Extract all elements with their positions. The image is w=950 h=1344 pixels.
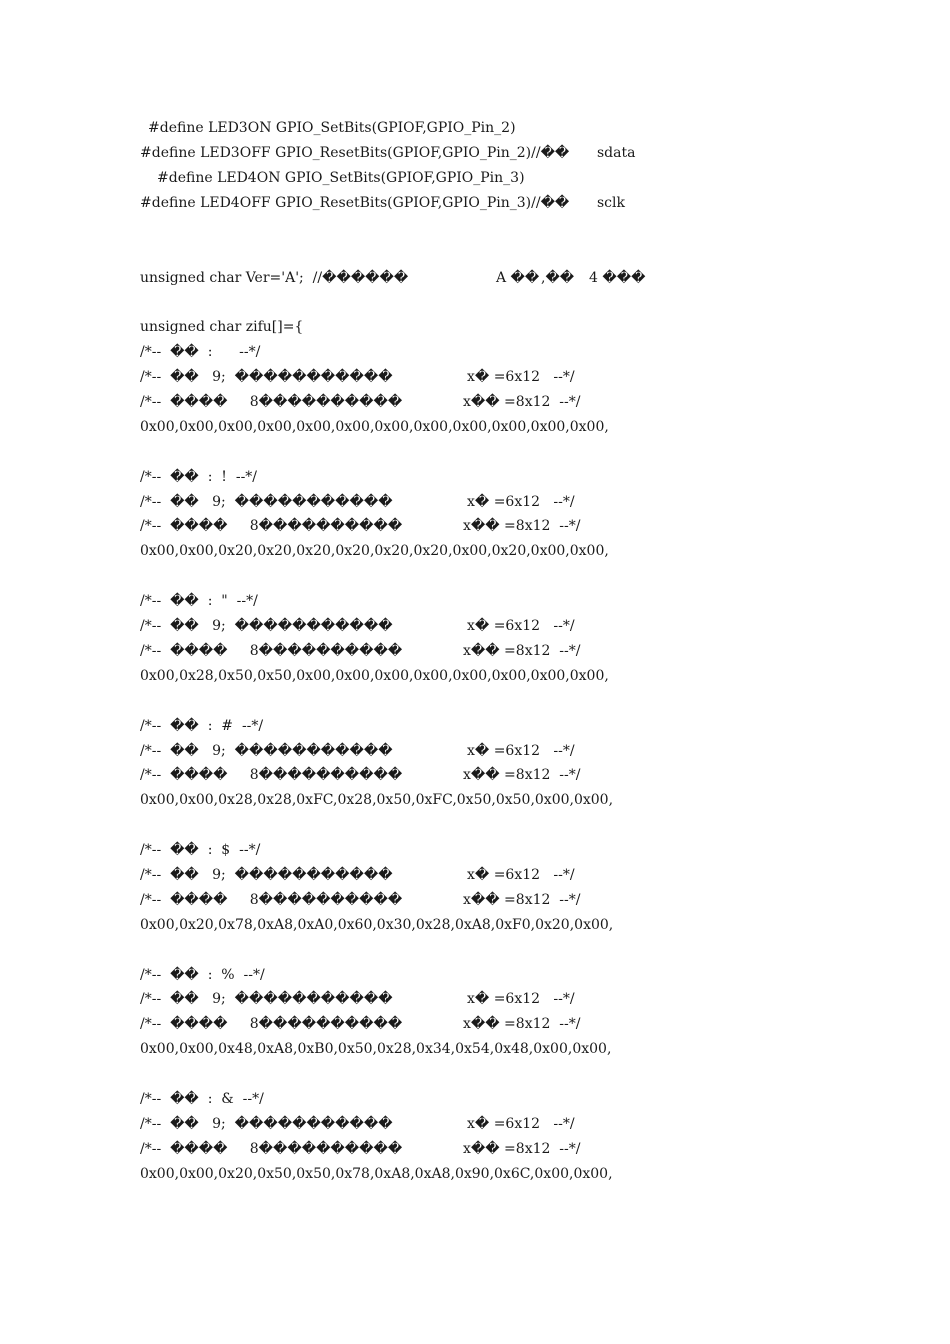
define-led4off-pin-label: sclk: [597, 195, 625, 211]
glyph-hex-data: 0x00,0x28,0x50,0x50,0x00,0x00,0x00,0x00,0x00,0x00,0x00,0x00,: [140, 668, 609, 684]
glyph-comment-height-b: x�� =8x12 --*/: [463, 518, 581, 534]
glyph-header: /*-- �� : # --*/: [140, 718, 264, 734]
define-led4on-line: #define LED4ON GPIO_SetBits(GPIOF,GPIO_Pin_3): [157, 170, 525, 186]
glyph-comment-width-b: x� =6x12 --*/: [467, 1116, 575, 1132]
glyph-comment-width-a: /*-- �� 9; �����������: [140, 867, 393, 883]
glyph-comment-height-a: /*-- ���� 8����������: [140, 767, 403, 783]
glyph-comment-height-b: x�� =8x12 --*/: [463, 1141, 581, 1157]
define-led4off-line: [140, 193, 625, 213]
glyph-comment-width-b: x� =6x12 --*/: [467, 618, 575, 634]
glyph-comment-width-b: x� =6x12 --*/: [467, 743, 575, 759]
glyph-comment-height-a: /*-- ���� 8����������: [140, 892, 403, 908]
glyph-comment-width-b: x� =6x12 --*/: [467, 369, 575, 385]
glyph-comment-height-b: x�� =8x12 --*/: [463, 1016, 581, 1032]
glyph-comment-height: [140, 641, 581, 661]
glyph-comment-height-b: x�� =8x12 --*/: [463, 394, 581, 410]
glyph-comment-height: [140, 890, 581, 910]
glyph-comment-height-b: x�� =8x12 --*/: [463, 892, 581, 908]
version-line: [140, 268, 646, 288]
glyph-comment-width: [140, 741, 575, 761]
define-led3off-code: #define LED3OFF GPIO_ResetBits(GPIOF,GPIO_Pin_2)//��: [140, 145, 570, 161]
glyph-comment-width-a: /*-- �� 9; �����������: [140, 743, 393, 759]
version-note-a: A ��: [496, 270, 540, 286]
glyph-hex-data: 0x00,0x00,0x28,0x28,0xFC,0x28,0x50,0xFC,0x50,0x50,0x00,0x00,: [140, 792, 614, 808]
glyph-comment-height-a: /*-- ���� 8����������: [140, 1141, 403, 1157]
define-led4off-code: #define LED4OFF GPIO_ResetBits(GPIOF,GPIO_Pin_3)//��: [140, 195, 570, 211]
glyph-comment-width-a: /*-- �� 9; �����������: [140, 991, 393, 1007]
glyph-comment-width-b: x� =6x12 --*/: [467, 494, 575, 510]
glyph-comment-width-b: x� =6x12 --*/: [467, 867, 575, 883]
version-note-c: 4 ���: [589, 270, 646, 286]
define-led3off-line: [140, 143, 636, 163]
glyph-comment-width-b: x� =6x12 --*/: [467, 991, 575, 1007]
glyph-comment-height-a: /*-- ���� 8����������: [140, 643, 403, 659]
glyph-comment-height: [140, 1014, 581, 1034]
glyph-comment-height: [140, 392, 581, 412]
glyph-comment-width-a: /*-- �� 9; �����������: [140, 1116, 393, 1132]
glyph-comment-height-a: /*-- ���� 8����������: [140, 1016, 403, 1032]
glyph-hex-data: 0x00,0x00,0x20,0x20,0x20,0x20,0x20,0x20,0x00,0x20,0x00,0x00,: [140, 543, 609, 559]
glyph-comment-height-b: x�� =8x12 --*/: [463, 767, 581, 783]
glyph-header: /*-- �� : & --*/: [140, 1091, 264, 1107]
glyph-header: /*-- �� : " --*/: [140, 593, 258, 609]
glyph-comment-height: [140, 516, 581, 536]
define-led3off-pin-label: sdata: [597, 145, 636, 161]
glyph-header: /*-- �� : $ --*/: [140, 842, 261, 858]
glyph-comment-width-a: /*-- �� 9; �����������: [140, 369, 393, 385]
glyph-comment-height: [140, 765, 581, 785]
glyph-comment-width: [140, 989, 575, 1009]
array-declaration: unsigned char zifu[]={: [140, 319, 304, 335]
glyph-hex-data: 0x00,0x00,0x20,0x50,0x50,0x78,0xA8,0xA8,0x90,0x6C,0x00,0x00,: [140, 1166, 613, 1182]
glyph-hex-data: 0x00,0x20,0x78,0xA8,0xA0,0x60,0x30,0x28,0xA8,0xF0,0x20,0x00,: [140, 917, 614, 933]
glyph-comment-height-a: /*-- ���� 8����������: [140, 394, 403, 410]
version-note-b: ,��: [541, 270, 575, 286]
glyph-header: /*-- �� : ! --*/: [140, 469, 258, 485]
glyph-comment-width-a: /*-- �� 9; �����������: [140, 494, 393, 510]
glyph-comment-width: [140, 865, 575, 885]
glyph-comment-width-a: /*-- �� 9; �����������: [140, 618, 393, 634]
glyph-comment-width: [140, 492, 575, 512]
glyph-header: /*-- �� : % --*/: [140, 967, 265, 983]
glyph-comment-width: [140, 616, 575, 636]
define-led3on-line: #define LED3ON GPIO_SetBits(GPIOF,GPIO_Pin_2): [148, 120, 516, 136]
glyph-hex-data: 0x00,0x00,0x48,0xA8,0xB0,0x50,0x28,0x34,0x54,0x48,0x00,0x00,: [140, 1041, 612, 1057]
glyph-comment-width: [140, 1114, 575, 1134]
glyph-header: /*-- �� : --*/: [140, 344, 261, 360]
glyph-comment-height: [140, 1139, 581, 1159]
glyph-comment-height-a: /*-- ���� 8����������: [140, 518, 403, 534]
glyph-comment-height-b: x�� =8x12 --*/: [463, 643, 581, 659]
version-code: unsigned char Ver='A'; //������: [140, 270, 409, 286]
glyph-comment-width: [140, 367, 575, 387]
glyph-hex-data: 0x00,0x00,0x00,0x00,0x00,0x00,0x00,0x00,0x00,0x00,0x00,0x00,: [140, 419, 609, 435]
